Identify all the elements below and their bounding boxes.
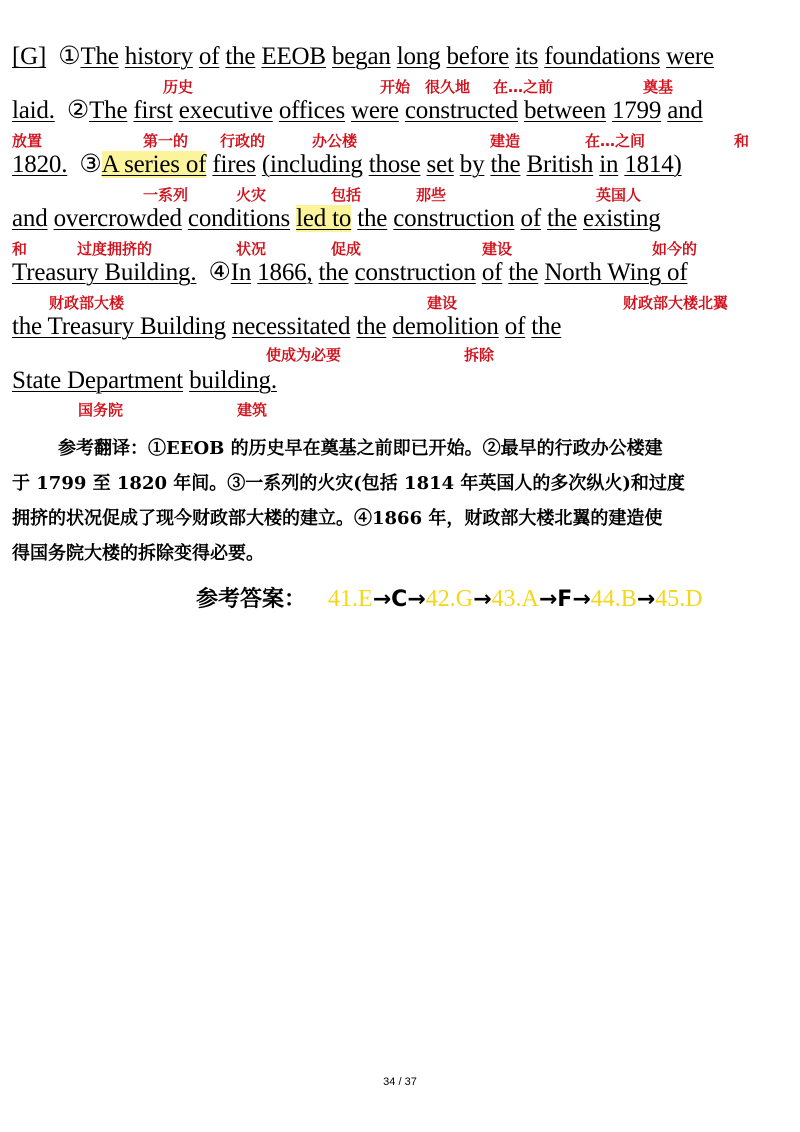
- gloss-label: 建筑: [237, 401, 268, 419]
- word: conditions: [187, 205, 291, 232]
- answer-item: C: [391, 587, 408, 612]
- word: of: [481, 259, 503, 286]
- passage-line-4: [12, 204, 661, 234]
- gloss-label: 奠基: [643, 78, 674, 96]
- sentence-number: ④: [208, 259, 231, 286]
- word: The: [89, 97, 128, 124]
- word: the: [225, 43, 256, 70]
- reference-answer: [196, 584, 703, 615]
- page-number: 34: [383, 1076, 396, 1088]
- word: and: [667, 97, 703, 124]
- gloss-label: 财政部大楼: [49, 294, 125, 312]
- answer-item: 42.G: [425, 586, 474, 612]
- word: the: [531, 313, 562, 340]
- word: first: [133, 97, 173, 124]
- gloss-label: 建造: [490, 132, 521, 150]
- word: construction: [393, 205, 515, 232]
- word: the Treasury Building: [12, 313, 226, 340]
- translation-line-1: 参考翻译：①EEOB 的历史早在奠基之前即已开始。②最早的行政办公楼建: [58, 438, 663, 459]
- page-total: 37: [404, 1076, 417, 1088]
- gloss-label: 拆除: [464, 346, 495, 364]
- passage-line-1: [12, 42, 714, 72]
- word: the: [318, 259, 349, 286]
- word: long: [396, 43, 441, 70]
- passage-line-6: [12, 312, 561, 342]
- word: by: [459, 151, 485, 178]
- gloss-label: 过度拥挤的: [77, 240, 153, 258]
- gloss-label: 包括: [331, 186, 362, 204]
- arrow-icon: →: [473, 587, 492, 612]
- word: building.: [189, 367, 277, 394]
- word: were: [666, 43, 714, 70]
- word: EEOB: [261, 43, 326, 70]
- answer-item: 43.A: [491, 586, 539, 612]
- word: overcrowded: [53, 205, 182, 232]
- word: between: [524, 97, 606, 124]
- highlighted-phrase: led to: [296, 205, 352, 232]
- word: offices: [278, 97, 345, 124]
- word: in: [599, 151, 619, 178]
- passage-line-2: [12, 96, 703, 126]
- word: British: [526, 151, 594, 178]
- word: set: [426, 151, 454, 178]
- word: its: [515, 43, 539, 70]
- gloss-label: 行政的: [220, 132, 266, 150]
- word: of: [198, 43, 220, 70]
- translation-line-3: 拥挤的状况促成了现今财政部大楼的建立。④1866 年，财政部大楼北翼的建造使: [12, 508, 663, 529]
- gloss-label: 英国人: [596, 186, 642, 204]
- word: fires: [212, 151, 256, 178]
- sentence-number: ②: [66, 97, 90, 124]
- arrow-icon: →: [407, 587, 426, 612]
- gloss-label: 建设: [427, 294, 458, 312]
- word: demolition: [392, 313, 499, 340]
- word: existing: [583, 205, 661, 232]
- gloss-label: 在…之前: [493, 78, 554, 96]
- gloss-label: 和: [734, 132, 750, 150]
- word: and: [12, 205, 48, 232]
- gloss-label: 使成为必要: [266, 346, 342, 364]
- word: 1799: [611, 97, 662, 124]
- gloss-label: 财政部大楼北翼: [623, 294, 729, 312]
- gloss-label: 开始: [380, 78, 411, 96]
- word: of: [504, 313, 526, 340]
- page-footer: [0, 1076, 800, 1088]
- gloss-label: 建设: [482, 240, 513, 258]
- word: foundations: [544, 43, 661, 70]
- word: (including: [261, 151, 363, 178]
- word: laid.: [12, 97, 55, 124]
- arrow-icon: →: [372, 587, 392, 612]
- word: the: [547, 205, 577, 232]
- word: of: [520, 205, 541, 232]
- gloss-label: 很久地: [425, 78, 471, 96]
- word: State Department: [12, 367, 184, 394]
- gloss-label: 和: [12, 240, 28, 258]
- answer-label: 参考答案：: [196, 587, 307, 612]
- gloss-label: 历史: [163, 78, 194, 96]
- gloss-label: 第一的: [143, 132, 189, 150]
- gloss-label: 如今的: [652, 240, 698, 258]
- word: the: [508, 259, 539, 286]
- word: In: [230, 259, 252, 286]
- paragraph-label: [G]: [12, 43, 47, 70]
- gloss-label: 那些: [416, 186, 447, 204]
- highlighted-phrase: A series of: [101, 151, 207, 178]
- word: construction: [354, 259, 476, 286]
- arrow-icon: →: [572, 587, 591, 612]
- word: executive: [178, 97, 273, 124]
- word: necessitated: [231, 313, 351, 340]
- word: those: [368, 151, 421, 178]
- sentence-number: ③: [79, 151, 102, 178]
- gloss-label: 办公楼: [312, 132, 358, 150]
- passage-line-3: [12, 150, 682, 180]
- word: before: [446, 43, 510, 70]
- sentence-number: ①: [58, 43, 81, 70]
- gloss-label: 促成: [331, 240, 362, 258]
- answer-item: 45.D: [655, 586, 703, 612]
- gloss-label: 在…之间: [585, 132, 646, 150]
- word: began: [331, 43, 391, 70]
- word: The: [80, 43, 119, 70]
- word: 1820.: [12, 151, 68, 178]
- gloss-label: 放置: [12, 132, 43, 150]
- word: the: [490, 151, 521, 178]
- translation-line-4: 得国务院大楼的拆除变得必要。: [12, 543, 264, 564]
- word: 1866,: [257, 259, 313, 286]
- gloss-label: 火灾: [236, 186, 267, 204]
- page-separator: /: [398, 1076, 402, 1088]
- word: Treasury Building.: [12, 259, 197, 286]
- word: North Wing of: [544, 259, 688, 286]
- word: were: [351, 97, 399, 124]
- arrow-icon: →: [538, 587, 558, 612]
- word: 1814): [624, 151, 682, 178]
- arrow-icon: →: [636, 587, 656, 612]
- word: constructed: [404, 97, 518, 124]
- word: the: [356, 313, 387, 340]
- gloss-label: 国务院: [78, 401, 124, 419]
- passage-line-5: [12, 258, 687, 288]
- answer-item: F: [557, 587, 573, 612]
- word: history: [124, 43, 193, 70]
- passage-line-7: [12, 366, 277, 396]
- answer-item: 41.E: [328, 586, 373, 612]
- gloss-label: 状况: [236, 240, 267, 258]
- word: the: [357, 205, 388, 232]
- translation-line-2: 于 1799 至 1820 年间。③一系列的火灾(包括 1814 年英国人的多次纵火)和过度: [12, 473, 685, 494]
- answer-item: 44.B: [590, 586, 637, 612]
- gloss-label: 一系列: [143, 186, 189, 204]
